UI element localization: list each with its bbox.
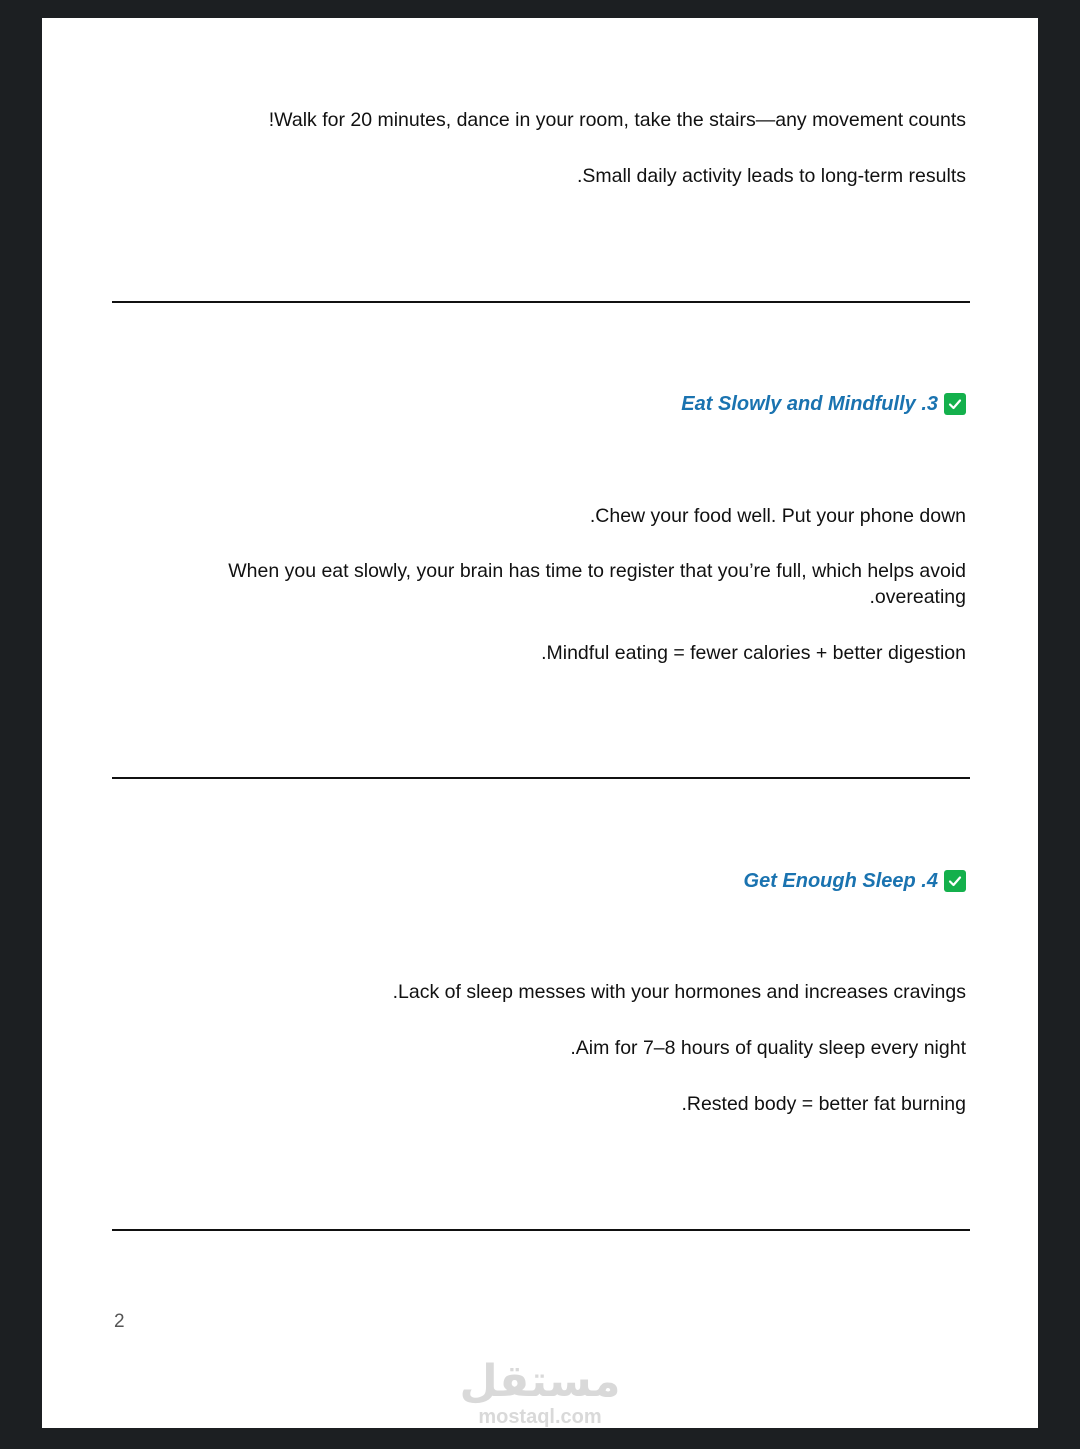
section-heading-3 xyxy=(681,391,966,417)
paragraph: .Aim for 7–8 hours of quality sleep every night xyxy=(570,1037,966,1059)
document-page xyxy=(42,18,1038,1428)
watermark-arabic: مستقل xyxy=(459,1356,621,1407)
section-heading-text: Get Enough Sleep .4 xyxy=(743,870,938,892)
horizontal-rule xyxy=(112,301,970,303)
paragraph: .Chew your food well. Put your phone down xyxy=(589,505,966,527)
page-number: 2 xyxy=(114,1311,125,1332)
watermark xyxy=(42,1358,1038,1428)
watermark-latin: mostaql.com xyxy=(478,1406,602,1428)
section-heading-text: Eat Slowly and Mindfully .3 xyxy=(681,393,938,415)
paragraph: .Small daily activity leads to long-term results xyxy=(576,165,966,187)
paragraph: .Mindful eating = fewer calories + better digestion xyxy=(541,642,966,664)
paragraph: .Lack of sleep messes with your hormones and increases cravings xyxy=(392,981,966,1003)
check-mark-icon xyxy=(944,393,966,415)
paragraph: !Walk for 20 minutes, dance in your room, take the stairs—any movement counts xyxy=(268,109,966,131)
horizontal-rule xyxy=(112,777,970,779)
paragraph: .Rested body = better fat burning xyxy=(681,1093,966,1115)
section-heading-4 xyxy=(744,868,966,894)
check-mark-icon xyxy=(944,870,966,892)
horizontal-rule xyxy=(112,1229,970,1231)
paragraph: When you eat slowly, your brain has time to register that you’re full, which helps avoid .overeating xyxy=(228,560,966,608)
